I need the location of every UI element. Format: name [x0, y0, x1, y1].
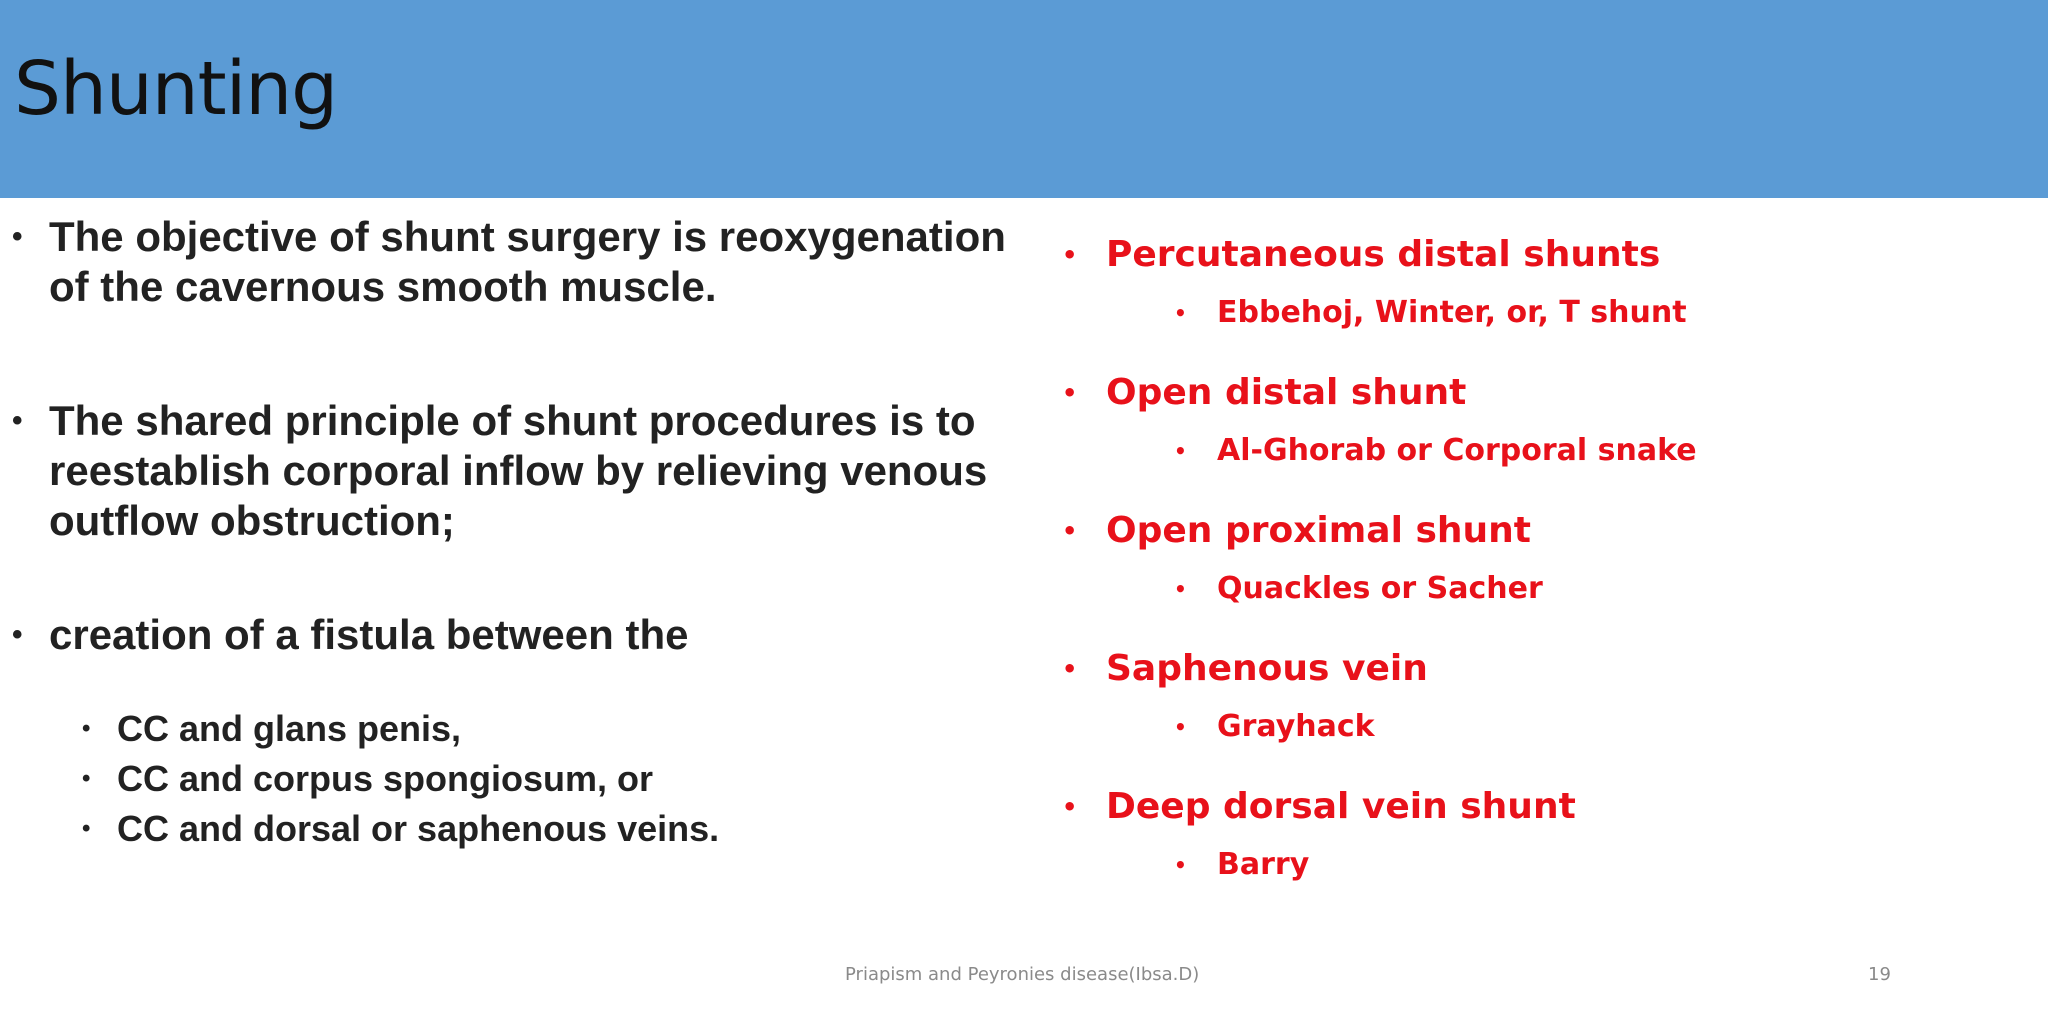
bullet-dot: •	[82, 815, 91, 842]
left-sub-item	[82, 704, 1022, 754]
bullet-dot: •	[82, 715, 91, 742]
shunt-type-label: Open distal shunt	[1106, 372, 1467, 413]
bullet-dot: •	[82, 765, 91, 792]
left-bullet-list	[12, 212, 1022, 854]
left-sub-text: CC and dorsal or saphenous veins.	[117, 808, 720, 849]
bullet-dot: •	[1174, 301, 1187, 325]
left-sub-item	[82, 754, 1022, 804]
shunt-type-item	[1062, 364, 1962, 422]
right-shunt-list	[1062, 226, 1962, 916]
shunt-example-label: Grayhack	[1217, 709, 1375, 744]
left-sub-text: CC and corpus spongiosum, or	[117, 758, 654, 799]
shunt-type-item	[1062, 226, 1962, 284]
left-bullet-text: creation of a fistula between the	[49, 611, 689, 658]
shunt-type-label: Open proximal shunt	[1106, 510, 1531, 551]
bullet-dot: •	[1174, 577, 1187, 601]
left-bullet-text: The shared principle of shunt procedures is to reestablish corporal inflow by relieving venous outflow obstruction;	[49, 397, 988, 544]
slide-title: Shunting	[14, 46, 338, 132]
bullet-dot: •	[12, 220, 23, 253]
shunt-example-label: Al-Ghorab or Corporal snake	[1217, 433, 1697, 468]
shunt-example-label: Quackles or Sacher	[1217, 571, 1543, 606]
shunt-example-item	[1062, 284, 1962, 364]
shunt-example-label: Barry	[1217, 847, 1310, 882]
bullet-dot: •	[1174, 439, 1187, 463]
shunt-example-item	[1062, 560, 1962, 640]
footer-text: Priapism and Peyronies disease(Ibsa.D)	[845, 964, 1200, 985]
shunt-example-item	[1062, 422, 1962, 502]
shunt-example-item	[1062, 836, 1962, 916]
shunt-type-label: Saphenous vein	[1106, 648, 1428, 689]
bullet-dot: •	[1174, 853, 1187, 877]
shunt-type-label: Percutaneous distal shunts	[1106, 234, 1661, 275]
bullet-dot: •	[1062, 379, 1078, 407]
left-bullet-item	[12, 396, 1022, 546]
shunt-type-item	[1062, 640, 1962, 698]
page-number: 19	[1868, 964, 1891, 985]
bullet-dot: •	[1174, 715, 1187, 739]
left-bullet-item	[12, 610, 1022, 660]
bullet-dot: •	[12, 618, 23, 651]
bullet-dot: •	[1062, 517, 1078, 545]
shunt-example-item	[1062, 698, 1962, 778]
shunt-type-label: Deep dorsal vein shunt	[1106, 786, 1576, 827]
left-bullet-item	[12, 212, 1022, 312]
shunt-example-label: Ebbehoj, Winter, or, T shunt	[1217, 295, 1687, 330]
shunt-type-item	[1062, 502, 1962, 560]
bullet-dot: •	[1062, 241, 1078, 269]
bullet-dot: •	[1062, 655, 1078, 683]
left-sub-list	[12, 704, 1022, 854]
left-sub-item	[82, 804, 1022, 854]
shunt-type-item	[1062, 778, 1962, 836]
bullet-dot: •	[12, 404, 23, 437]
bullet-dot: •	[1062, 793, 1078, 821]
left-bullet-text: The objective of shunt surgery is reoxygenation of the cavernous smooth muscle.	[49, 213, 1006, 310]
left-sub-text: CC and glans penis,	[117, 708, 462, 749]
